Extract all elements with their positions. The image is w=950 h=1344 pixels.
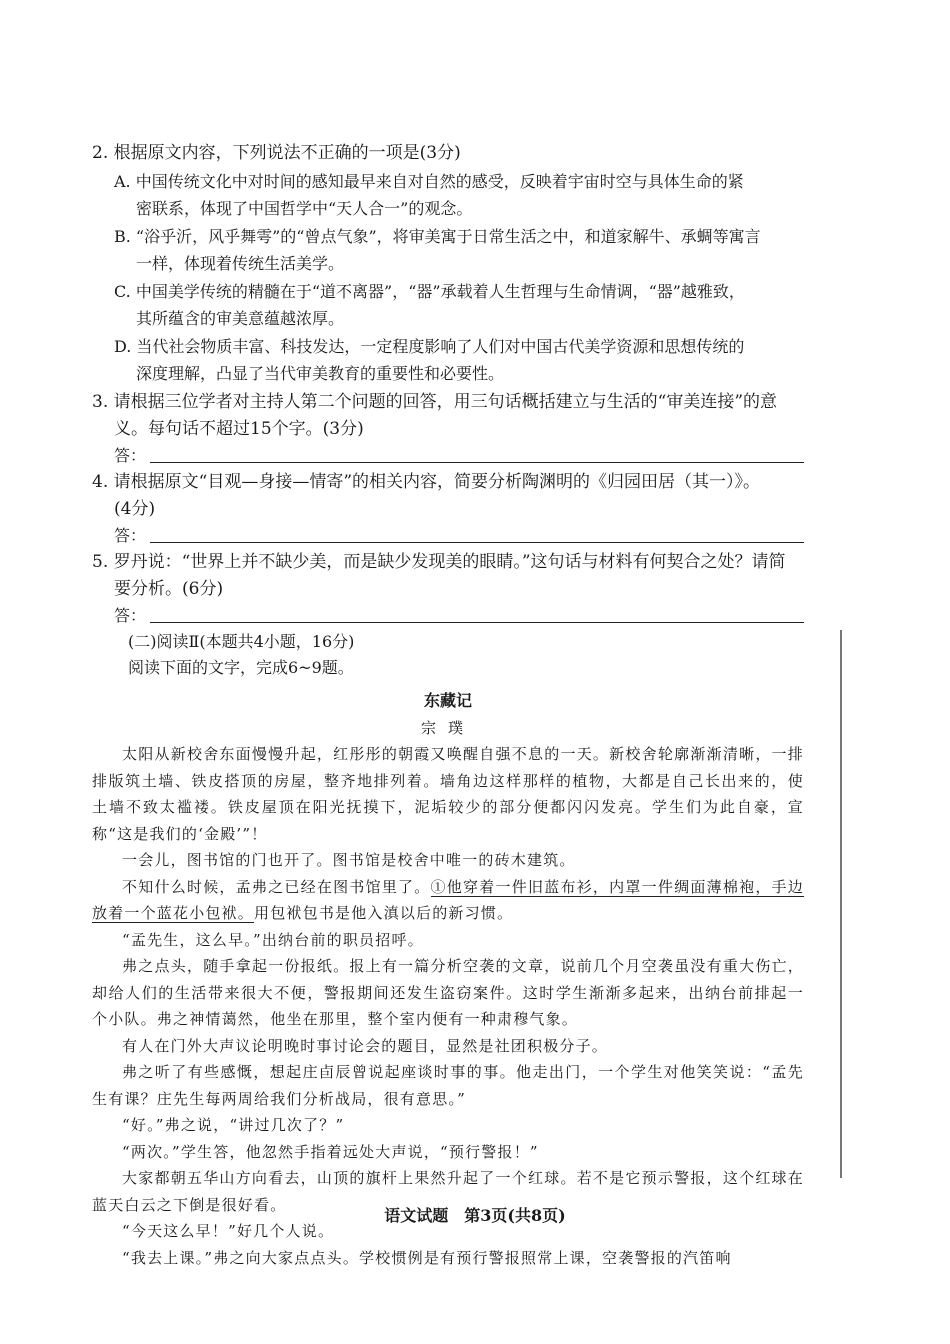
story-paragraph: “孟先生，这么早。”出纳台前的职员招呼。 [122,930,424,949]
answer-line-3[interactable] [114,443,804,469]
option-b-line2: 一样，体现着传统生活美学。 [136,254,345,273]
option-a [114,168,804,222]
question-3 [92,389,804,469]
answer-line-5[interactable] [114,603,804,629]
story-paragraph: “今天这么早！”好几个人说。 [122,1222,335,1240]
option-a-line2: 密联系，体现了中国哲学中“天人合一”的观念。 [136,199,473,218]
option-d-line2: 深度理解，凸显了当代审美教育的重要性和必要性。 [136,364,505,383]
question-4-line1: 4. 请根据原文“目观—身接—情寄”的相关内容，简要分析陶渊明的《归园田居（其一）》。 [92,472,761,492]
paragraph-3-opening: 不知什么时候，孟弗之已经在图书馆里了。 [122,877,431,896]
option-a-line1: A. 中国传统文化中对时间的感知最早来自对自然的感受，反映着宇宙时空与具体生命的紧 [114,172,744,191]
underlined-sentence-1: ①他穿着一件旧蓝布衫，内罩一件绸面薄棉袍，手边放着一个蓝花小包袱。 [92,877,804,922]
story-paragraph: “两次。”学生答，他忽然手指着远处大声说，“预行警报！” [122,1142,539,1161]
answer-underline [150,622,804,623]
question-5-line1: 5. 罗丹说：“世界上并不缺少美，而是缺少发现美的眼睛。”这句话与材料有何契合之处？请简 [92,552,786,572]
answer-label: 答： [114,446,147,465]
question-4 [92,469,804,549]
section-2-heading: (二)阅读Ⅱ(本题共4小题，16分) [128,632,355,651]
question-5-line2: 要分析。(6分) [114,579,224,599]
page-content [92,140,804,1271]
margin-rule [840,630,842,1178]
answer-underline [150,462,804,463]
question-4-line2: (4分) [114,499,156,519]
story-paragraph: 太阳从新校舍东面慢慢升起，红彤彤的朝霞又唤醒自强不息的一天。新校舍轮廓渐渐清晰，一排排版筑土墙、铁皮搭顶的房屋，整齐地排列着。墙角边这样那样的植物，大都是自己长出来的，使土墙不致太褴褛。铁皮屋顶在阳光抚摸下，泥垢较少的部分便都闪闪发亮。学生们为此自豪，宣称“这是我们的‘金殿’”！ [92,745,804,843]
story-paragraph: 弗之听了有些感慨，想起庄卣辰曾说起座谈时事的事。他走出门，一个学生对他笑笑说：“孟先生有课？庄先生每两周给我们分析战局，很有意思。” [92,1063,804,1108]
option-d [114,333,804,387]
story-paragraph-3 [92,874,804,927]
question-2 [92,140,804,387]
story-paragraph: 一会儿，图书馆的门也开了。图书馆是校舍中唯一的砖木建筑。 [122,851,576,869]
question-5 [92,549,804,629]
option-c-line1: C. 中国美学传统的精髓在于“道不离器”，“器”承载着人生哲理与生命情调，“器”越雅致， [114,282,745,301]
story-author: 宗璞 [420,719,475,737]
story-title: 东藏记 [423,691,472,710]
option-c [114,278,804,332]
question-2-stem: 2. 根据原文内容，下列说法不正确的一项是(3分) [92,143,461,163]
option-d-line1: D. 当代社会物质丰富、科技发达，一定程度影响了人们对中国古代美学资源和思想传统的 [114,337,745,356]
question-3-line2: 义。每句话不超过15个字。(3分) [114,419,364,439]
story-paragraph: “好。”弗之说，“讲过几次了？” [122,1116,345,1134]
option-b [114,223,804,277]
page-footer: 语文试题 第3页(共8页) [384,1206,566,1225]
question-3-line1: 3. 请根据三位学者对主持人第二个问题的回答，用三句话概括建立与生活的“审美连接”的意 [92,392,778,412]
answer-underline [150,542,804,543]
answer-line-4[interactable] [114,523,804,549]
answer-label: 答： [114,526,147,545]
paragraph-3-closing: 用包袱包书是他入滇以后的新习惯。 [254,904,514,922]
story-paragraph: “我去上课。”弗之向大家点点头。学校惯例是有预行警报照常上课，空袭警报的汽笛响 [122,1248,732,1267]
story-paragraph: 弗之点头，随手拿起一份报纸。报上有一篇分析空袭的文章，说前几个月空袭虽没有重大伤亡，却给人们的生活带来很大不便，警报期间还发生盗窃案件。这时学生渐渐多起来，出纳台前排起一个小队。弗之神情蔼然，他坐在那里，整个室内便有一种肃穆气象。 [92,957,804,1028]
story-paragraph: 有人在门外大声议论明晚时事讨论会的题目，显然是社团积极分子。 [122,1036,609,1055]
section-2-instruction: 阅读下面的文字，完成6~9题。 [128,658,354,677]
option-c-line2: 其所蕴含的审美意蕴越浓厚。 [136,309,345,328]
option-b-line1: B. “浴乎沂，风乎舞雩”的“曾点气象”，将审美寓于日常生活之中，和道家解牛、承蜩等寓言 [114,227,761,246]
answer-label: 答： [114,606,147,625]
story-paragraph: 大家都朝五华山方向看去，山顶的旗杆上果然升起了一个红球。若不是它预示警报，这个红球在蓝天白云之下倒是很好看。 [92,1169,804,1214]
story-passage [92,687,804,1271]
